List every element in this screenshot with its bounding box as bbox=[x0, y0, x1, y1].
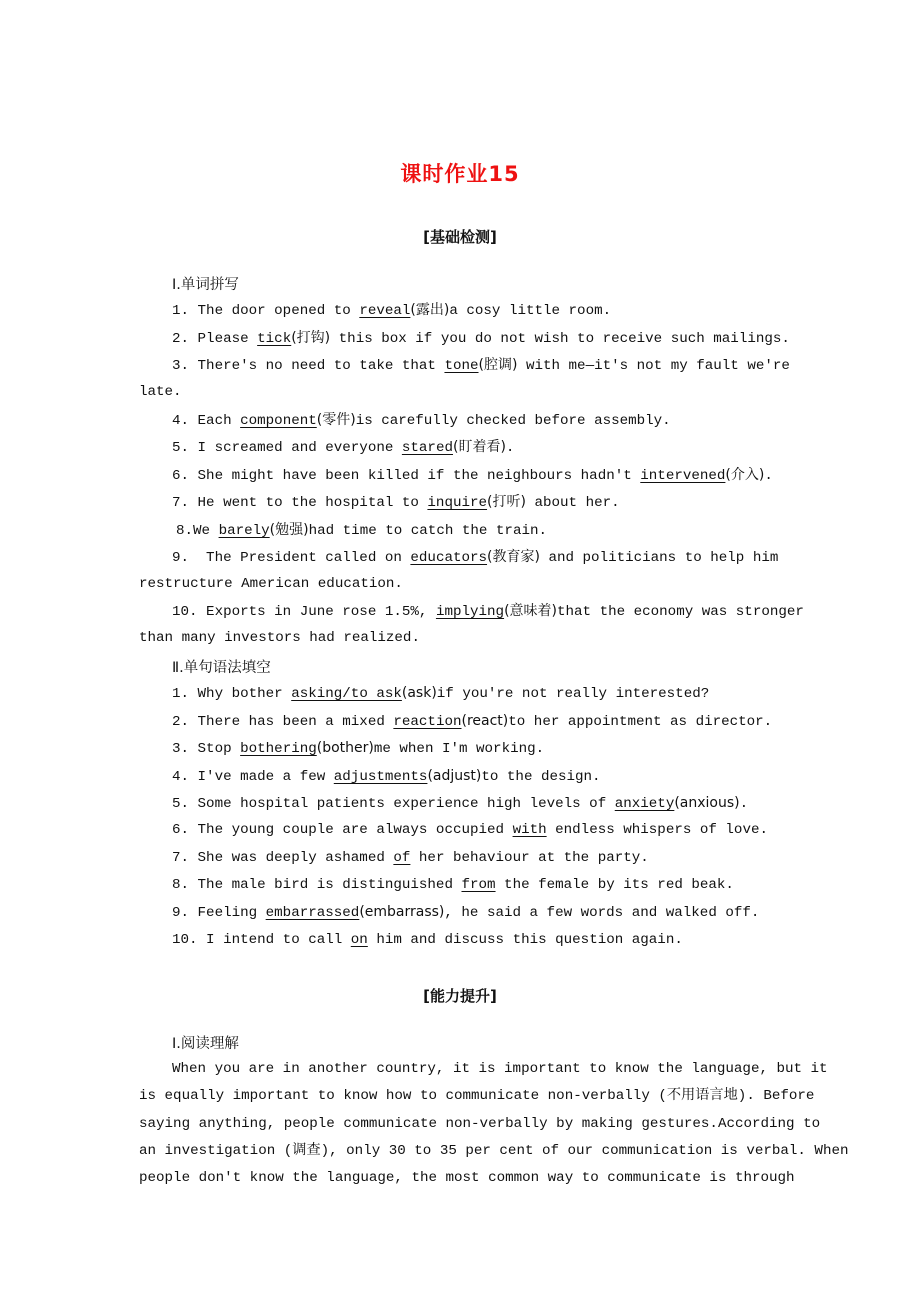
item-continuation: restructure American education. bbox=[139, 576, 403, 592]
exercise-item bbox=[172, 683, 709, 704]
answer-blank: reveal bbox=[359, 303, 411, 319]
item-hint: (react) bbox=[461, 713, 509, 729]
part2-heading: Ⅱ.单句语法填空 bbox=[172, 660, 271, 676]
item-text: I screamed and everyone bbox=[189, 440, 402, 456]
item-hint: (ask) bbox=[401, 685, 437, 701]
item-text: about her. bbox=[525, 495, 620, 511]
item-number: 1. bbox=[172, 303, 190, 319]
item-text: with me—it's not my fault we're bbox=[517, 358, 790, 374]
answer-blank: anxiety bbox=[614, 796, 675, 812]
item-number: 1. bbox=[172, 686, 190, 702]
item-hint: (anxious) bbox=[674, 795, 740, 811]
exercise-item bbox=[172, 410, 671, 431]
item-number: 3. bbox=[172, 358, 190, 374]
item-number: 4. bbox=[172, 413, 190, 429]
exercise-item bbox=[172, 465, 773, 486]
item-hint: (意味着) bbox=[504, 603, 557, 619]
item-text: endless whispers of love. bbox=[546, 822, 768, 838]
passage-line: When you are in another country, it is important to know the language, but it bbox=[172, 1061, 828, 1077]
item-number: 6. bbox=[172, 822, 190, 838]
answer-blank: of bbox=[393, 850, 411, 866]
item-continuation: late. bbox=[139, 384, 182, 400]
answer-blank: educators bbox=[410, 550, 488, 566]
item-number: 5. bbox=[172, 440, 190, 456]
item-text: to the design. bbox=[481, 769, 601, 785]
section-heading-basic: [基础检测] bbox=[423, 228, 497, 246]
exercise-item bbox=[172, 766, 601, 787]
exercise-item bbox=[172, 547, 778, 568]
exercise-item bbox=[172, 437, 514, 458]
item-text: I intend to call bbox=[197, 932, 351, 948]
item-hint: (教育家) bbox=[487, 549, 540, 565]
item-hint: (adjust) bbox=[427, 768, 482, 784]
item-number: 3. bbox=[172, 741, 190, 757]
item-number: 2. bbox=[172, 331, 190, 347]
exercise-item bbox=[172, 601, 804, 622]
exercise-item bbox=[172, 738, 544, 759]
item-number: 10. bbox=[172, 604, 198, 620]
exercise-item bbox=[172, 820, 768, 840]
item-text: Stop bbox=[189, 741, 241, 757]
answer-blank: on bbox=[350, 932, 368, 948]
item-text: the female by its red beak. bbox=[495, 877, 734, 893]
exercise-item bbox=[176, 520, 547, 541]
item-text: a cosy little room. bbox=[449, 303, 612, 319]
item-number: 8. bbox=[176, 523, 194, 539]
item-text: him and discuss this question again. bbox=[367, 932, 683, 948]
item-text: if you're not really interested? bbox=[436, 686, 710, 702]
answer-blank: inquire bbox=[427, 495, 488, 511]
item-number: 5. bbox=[172, 796, 190, 812]
answer-blank: asking/to ask bbox=[291, 686, 402, 702]
exercise-item bbox=[172, 328, 790, 349]
item-hint: (腔调) bbox=[478, 357, 518, 373]
item-text: The President called on bbox=[189, 550, 411, 566]
item-hint: (bother) bbox=[316, 740, 374, 756]
item-number: 9. bbox=[172, 905, 190, 921]
item-number: 7. bbox=[172, 850, 190, 866]
answer-blank: embarrassed bbox=[265, 905, 360, 921]
exercise-item bbox=[172, 355, 790, 376]
answer-blank: bothering bbox=[240, 741, 317, 757]
answer-blank: barely bbox=[218, 523, 270, 539]
exercise-item bbox=[172, 930, 683, 950]
exercise-item bbox=[172, 848, 649, 868]
section-heading-advanced: [能力提升] bbox=[423, 987, 497, 1005]
answer-blank: from bbox=[461, 877, 496, 893]
item-text: There's no need to take that bbox=[189, 358, 445, 374]
passage-line: an investigation (调查), only 30 to 35 per cent of our communication is verbal. When bbox=[139, 1142, 849, 1159]
item-text: . bbox=[739, 796, 749, 812]
item-hint: (打听) bbox=[487, 494, 526, 510]
item-number: 10. bbox=[172, 932, 198, 948]
item-number: 4. bbox=[172, 769, 190, 785]
item-text: Please bbox=[189, 331, 258, 347]
item-hint: (零件) bbox=[316, 412, 356, 428]
answer-blank: reaction bbox=[393, 714, 462, 730]
item-text: She was deeply ashamed bbox=[189, 850, 394, 866]
part3-heading: Ⅰ.阅读理解 bbox=[172, 1036, 239, 1052]
item-text: to her appointment as director. bbox=[508, 714, 773, 730]
passage-line: saying anything, people communicate non-verbally by making gestures.According to bbox=[139, 1115, 821, 1132]
exercise-item bbox=[172, 793, 748, 814]
exercise-item bbox=[172, 875, 734, 895]
item-text: . bbox=[764, 468, 773, 484]
part1-heading: Ⅰ.单词拼写 bbox=[172, 277, 239, 293]
item-text: this box if you do not wish to receive such mailings. bbox=[330, 331, 790, 347]
item-continuation: than many investors had realized. bbox=[139, 630, 420, 646]
answer-blank: stared bbox=[401, 440, 453, 456]
exercise-item bbox=[172, 300, 611, 321]
item-number: 9. bbox=[172, 550, 190, 566]
item-text: . bbox=[505, 440, 515, 456]
item-text: We bbox=[193, 523, 219, 539]
item-text: The young couple are always occupied bbox=[189, 822, 513, 838]
item-text: her behaviour at the party. bbox=[410, 850, 649, 866]
item-hint: (打钩) bbox=[291, 330, 331, 346]
item-text: , he said a few words and walked off. bbox=[444, 905, 760, 921]
item-number: 7. bbox=[172, 495, 190, 511]
passage-line: people don't know the language, the most common way to communicate is through bbox=[139, 1170, 795, 1187]
passage-line: is equally important to know how to communicate non-verbally (不用语言地). Before bbox=[139, 1088, 815, 1105]
answer-blank: tick bbox=[257, 331, 292, 347]
exercise-item bbox=[172, 711, 772, 732]
item-text: The male bird is distinguished bbox=[189, 877, 462, 893]
exercise-item bbox=[172, 902, 759, 923]
item-text: Some hospital patients experience high levels of bbox=[189, 796, 615, 812]
item-text: There has been a mixed bbox=[189, 714, 394, 730]
item-number: 2. bbox=[172, 714, 190, 730]
item-text: had time to catch the train. bbox=[308, 523, 547, 539]
item-text: He went to the hospital to bbox=[189, 495, 428, 511]
exercise-item bbox=[172, 492, 620, 513]
item-text: and politicians to help him bbox=[539, 550, 779, 566]
item-hint: (露出) bbox=[410, 302, 450, 318]
item-text: I've made a few bbox=[189, 769, 334, 785]
item-number: 8. bbox=[172, 877, 190, 893]
answer-blank: with bbox=[512, 822, 547, 838]
answer-blank: tone bbox=[444, 358, 479, 374]
item-text: me when I'm working. bbox=[373, 741, 545, 757]
item-text: Each bbox=[189, 413, 241, 429]
item-text: Exports in June rose 1.5%, bbox=[197, 604, 436, 620]
answer-blank: intervened bbox=[640, 468, 726, 484]
item-hint: (盯着看) bbox=[452, 439, 506, 455]
answer-blank: adjustments bbox=[333, 769, 428, 785]
item-text: is carefully checked before assembly. bbox=[355, 413, 671, 429]
answer-blank: component bbox=[240, 413, 317, 429]
item-text: Why bother bbox=[189, 686, 292, 702]
page-title: 课时作业15 bbox=[400, 162, 520, 186]
item-number: 6. bbox=[172, 468, 190, 484]
item-text: The door opened to bbox=[189, 303, 360, 319]
item-text: that the economy was stronger bbox=[557, 604, 804, 620]
item-hint: (embarrass) bbox=[359, 904, 445, 920]
item-text: Feeling bbox=[189, 905, 266, 921]
item-hint: (介入) bbox=[725, 467, 765, 483]
item-text: She might have been killed if the neighbours hadn't bbox=[189, 468, 641, 484]
item-hint: (勉强) bbox=[269, 522, 309, 538]
answer-blank: implying bbox=[435, 604, 505, 620]
